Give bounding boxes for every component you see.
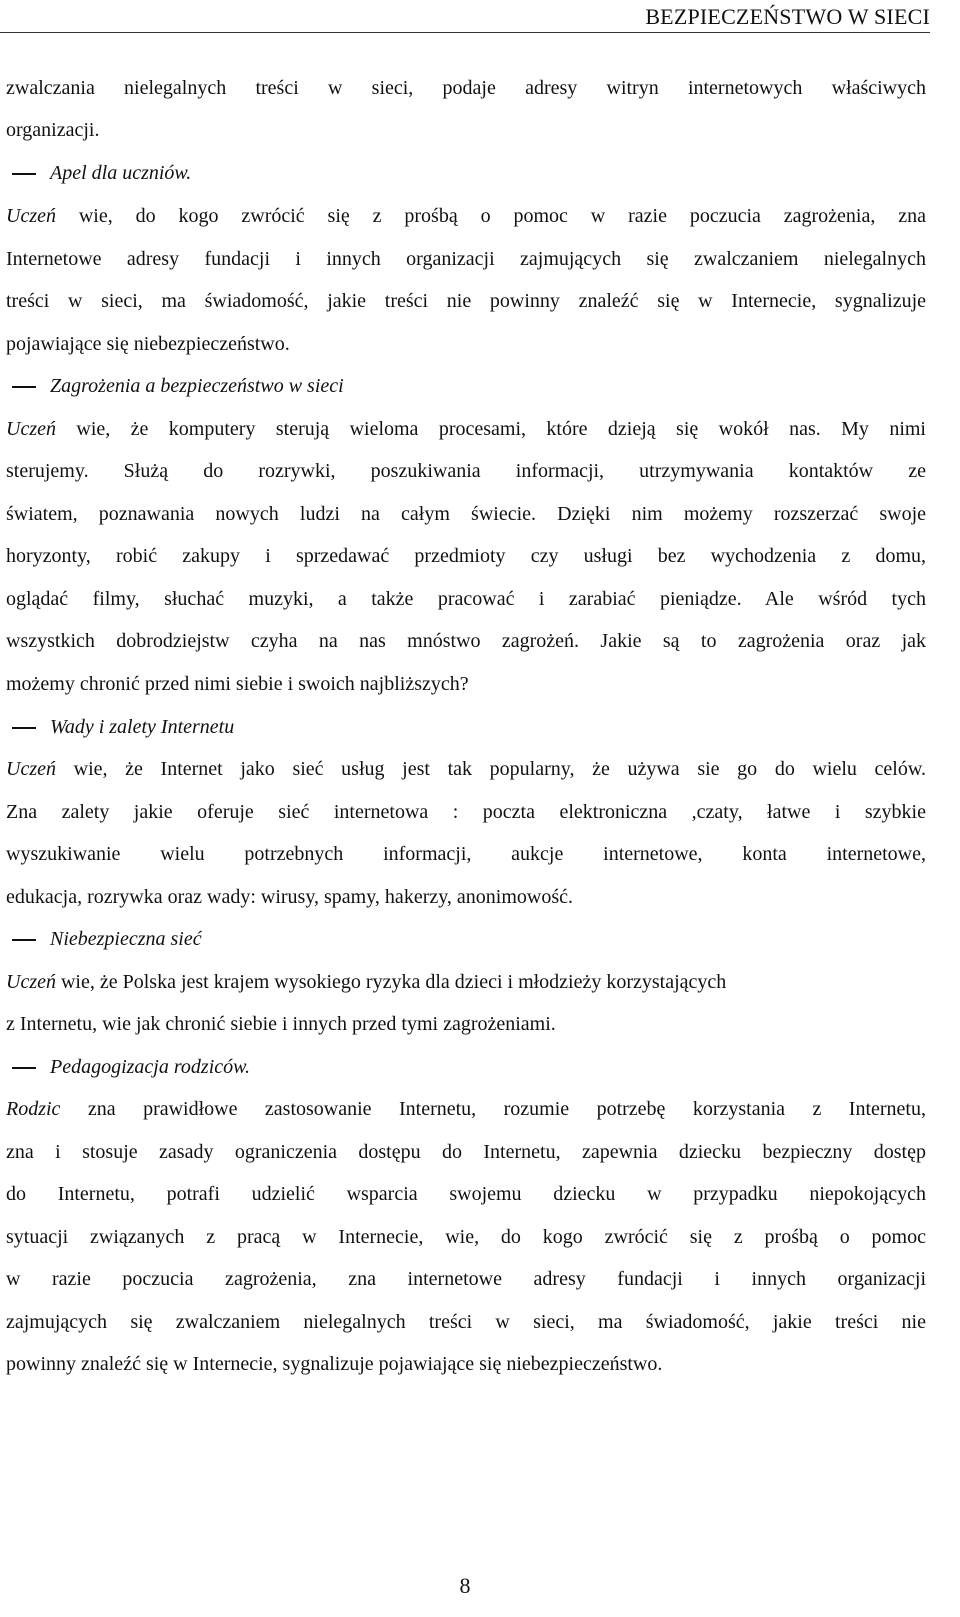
paragraph-line: zajmujących się zwalczaniem nielegalnych treści w sieci, ma świadomość, jakie treści nie — [6, 1311, 926, 1333]
paragraph-line: sytuacji związanych z pracą w Internecie, wie, do kogo zwrócić się z prośbą o pomoc — [6, 1226, 926, 1248]
subject: Uczeń — [6, 418, 56, 440]
section-heading-1 — [6, 161, 191, 185]
paragraph-line: wszystkich dobrodziejstw czyha na nas mnóstwo zagrożeń. Jakie są to zagrożenia oraz jak — [6, 630, 926, 652]
dash-bullet — [12, 727, 36, 729]
section-heading-4 — [6, 927, 202, 951]
paragraph-line: Zna zalety jakie oferuje sieć internetowa : poczta elektroniczna ,czaty, łatwe i szybkie — [6, 801, 926, 823]
paragraph-line: sterujemy. Służą do rozrywki, poszukiwania informacji, utrzymywania kontaktów ze — [6, 460, 926, 482]
paragraph-line: Uczeń wie, że komputery sterują wieloma procesami, które dzieją się wokół nas. My nimi — [6, 418, 926, 440]
intro-line-2: organizacji. — [6, 119, 100, 141]
dash-bullet — [12, 939, 36, 941]
paragraph-line: Uczeń wie, że Polska jest krajem wysokiego ryzyka dla dzieci i młodzieży korzystających — [6, 971, 727, 993]
section-heading-2 — [6, 374, 344, 398]
paragraph-line: wyszukiwanie wielu potrzebnych informacji, aukcje internetowe, konta internetowe, — [6, 843, 926, 865]
paragraph-line: możemy chronić przed nimi siebie i swoich najbliższych? — [6, 673, 469, 695]
paragraph-line: Internetowe adresy fundacji i innych organizacji zajmujących się zwalczaniem nielegalnych — [6, 248, 926, 270]
dash-bullet — [12, 1067, 36, 1069]
paragraph-line: pojawiające się niebezpieczeństwo. — [6, 333, 290, 355]
subject: Uczeń — [6, 758, 56, 780]
paragraph-line: Rodzic zna prawidłowe zastosowanie Internetu, rozumie potrzebę korzystania z Internetu, — [6, 1098, 926, 1120]
page-number: 8 — [459, 1573, 471, 1598]
paragraph-line: powinny znaleźć się w Internecie, sygnalizuje pojawiające się niebezpieczeństwo. — [6, 1353, 663, 1375]
paragraph-line: treści w sieci, ma świadomość, jakie treści nie powinny znaleźć się w Internecie, sygnalizuje — [6, 290, 926, 312]
paragraph-line: w razie poczucia zagrożenia, zna internetowe adresy fundacji i innych organizacji — [6, 1268, 926, 1290]
dash-bullet — [12, 386, 36, 388]
subject: Uczeń — [6, 205, 56, 227]
dash-bullet — [12, 173, 36, 175]
paragraph-line: horyzonty, robić zakupy i sprzedawać przedmioty czy usługi bez wychodzenia z domu, — [6, 545, 926, 567]
page-header — [0, 0, 930, 33]
paragraph-line: zna i stosuje zasady ograniczenia dostępu do Internetu, zapewnia dziecku bezpieczny dostęp — [6, 1141, 926, 1163]
section-heading-text: Niebezpieczna sieć — [50, 928, 202, 950]
paragraph-line: oglądać filmy, słuchać muzyki, a także pracować i zarabiać pieniądze. Ale wśród tych — [6, 588, 926, 610]
paragraph-line: Uczeń wie, do kogo zwrócić się z prośbą o pomoc w razie poczucia zagrożenia, zna — [6, 205, 926, 227]
paragraph-line: Uczeń wie, że Internet jako sieć usług jest tak popularny, że używa sie go do wielu celów. — [6, 758, 926, 780]
section-heading-text: Apel dla uczniów. — [50, 162, 192, 184]
intro-line-1: zwalczania nielegalnych treści w sieci, podaje adresy witryn internetowych właściwych — [6, 77, 926, 99]
header-title: BEZPIECZEŃSTWO W SIECI — [645, 4, 930, 29]
section-heading-text: Wady i zalety Internetu — [50, 716, 235, 738]
section-heading-text: Pedagogizacja rodziców. — [50, 1056, 250, 1078]
subject: Rodzic — [6, 1098, 61, 1120]
subject: Uczeń — [6, 971, 56, 993]
paragraph-line: światem, poznawania nowych ludzi na całym świecie. Dzięki nim możemy rozszerzać swoje — [6, 503, 926, 525]
paragraph-line: z Internetu, wie jak chronić siebie i innych przed tymi zagrożeniami. — [6, 1013, 556, 1035]
section-heading-text: Zagrożenia a bezpieczeństwo w sieci — [50, 375, 344, 397]
paragraph-line: edukacja, rozrywka oraz wady: wirusy, spamy, hakerzy, anonimowość. — [6, 886, 574, 908]
section-heading-3 — [6, 715, 234, 739]
section-heading-5 — [6, 1055, 250, 1079]
paragraph-line: do Internetu, potrafi udzielić wsparcia swojemu dziecku w przypadku niepokojących — [6, 1183, 926, 1205]
